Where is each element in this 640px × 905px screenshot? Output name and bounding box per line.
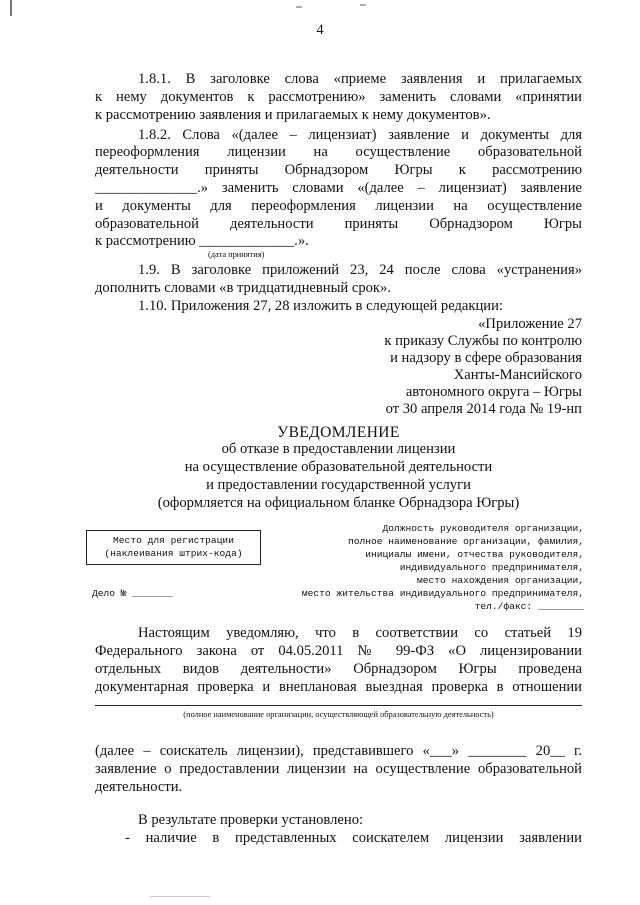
notice-sub-3: и предоставлении государственной услуги	[206, 477, 471, 493]
addressee-line-5: место нахождения организации,	[417, 575, 584, 586]
addressee-line-7: тел./факс: ________	[474, 601, 584, 612]
scan-mark-top	[296, 6, 302, 8]
para-1-8-2-line-5: и документы для переоформления лицензии на осуществление	[95, 198, 582, 214]
scan-mark-left	[10, 0, 12, 16]
appendix-line-5: автономного округа – Югры	[405, 384, 582, 400]
addressee-line-6: место жительства индивидуального предпринимателя,	[301, 588, 584, 599]
body2-line-2: заявление о предоставлении лицензии на осуществление образовательной	[95, 761, 582, 777]
para-1-9-line-2: дополнить словами «в тридцатидневный срок».	[95, 280, 391, 296]
para-1-8-1-line-1: 1.8.1. В заголовке слова «приеме заявления и прилагаемых	[138, 71, 582, 87]
para-1-8-2-line-2: переоформления лицензии на осуществление образовательной	[95, 144, 582, 160]
body-line-4: документарная проверка и внеплановая выездная проверка в отношении	[95, 679, 582, 695]
body-line-1: Настоящим уведомляю, что в соответствии со статьей 19	[138, 625, 582, 641]
registration-box-line-1: Место для регистрации	[113, 535, 234, 546]
notice-title: УВЕДОМЛЕНИЕ	[277, 424, 400, 441]
scan-mark-top-2	[360, 4, 366, 6]
organization-caption: (полное наименование организации, осуществляющей образовательную деятельность)	[183, 710, 494, 719]
result-item: - наличие в представленных соискателем лицензии заявлении	[125, 830, 582, 846]
scan-mark-bottom	[150, 896, 210, 897]
para-1-8-2-line-7: к рассмотрению _____________.».	[95, 233, 309, 249]
appendix-line-3: и надзору в сфере образования	[390, 350, 582, 366]
notice-sub-4: (оформляется на официальном бланке Обрнадзора Югры)	[157, 495, 520, 511]
notice-sub-1: об отказе в предоставлении лицензии	[221, 441, 456, 457]
addressee-line-1: Должность руководителя организации,	[382, 523, 584, 534]
registration-box-line-2: (наклеивания штрих-кода)	[104, 548, 243, 560]
addressee-line-3: инициалы имени, отчества руководителя,	[365, 549, 584, 560]
appendix-line-1: «Приложение 27	[478, 316, 582, 332]
body-line-2: Федерального закона от 04.05.2011 № 99-ФЗ «О лицензировании	[95, 643, 582, 659]
body2-line-3: деятельности.	[95, 779, 183, 795]
case-number: Дело № _______	[92, 588, 173, 599]
appendix-line-2: к приказу Службы по контролю	[384, 333, 582, 349]
registration-box	[86, 530, 261, 565]
para-1-8-1-line-2: к нему документов к рассмотрению» заменить словами «принятии	[95, 89, 582, 105]
para-1-8-1-line-3: к рассмотрению заявления и прилагаемых к нему документов».	[95, 107, 491, 123]
para-1-8-2-line-4: ______________.» заменить словами «(далее – лицензиат) заявление	[95, 180, 582, 196]
page-number: 4	[316, 22, 324, 38]
date-caption: (дата принятия)	[208, 250, 265, 259]
appendix-line-6: от 30 апреля 2014 года № 19-нп	[385, 401, 582, 417]
result-heading: В результате проверки установлено:	[138, 812, 364, 828]
body-line-3: отдельных видов деятельности» Обрнадзором Югры проведена	[95, 661, 582, 677]
organization-blank-line	[95, 705, 582, 706]
appendix-line-4: Ханты-Мансийского	[453, 367, 582, 383]
notice-sub-2: на осуществление образовательной деятельности	[184, 459, 493, 475]
para-1-10: 1.10. Приложения 27, 28 изложить в следующей редакции:	[138, 298, 503, 314]
body2-line-1: (далее – соискатель лицензии), представившего «___» ________ 20__ г.	[95, 743, 582, 759]
para-1-8-2-line-6: образовательной деятельности приняты Обрнадзором Югры	[95, 216, 582, 232]
addressee-line-4: индивидуального предпринимателя,	[399, 562, 584, 573]
para-1-8-2-line-3: деятельности приняты Обрнадзором Югры к рассмотрению	[95, 162, 582, 178]
para-1-9-line-1: 1.9. В заголовке приложений 23, 24 после слова «устранения»	[138, 262, 582, 278]
addressee-line-2: полное наименование организации, фамилия,	[347, 536, 584, 547]
para-1-8-2-line-1: 1.8.2. Слова «(далее – лицензиат) заявление и документы для	[138, 127, 582, 143]
